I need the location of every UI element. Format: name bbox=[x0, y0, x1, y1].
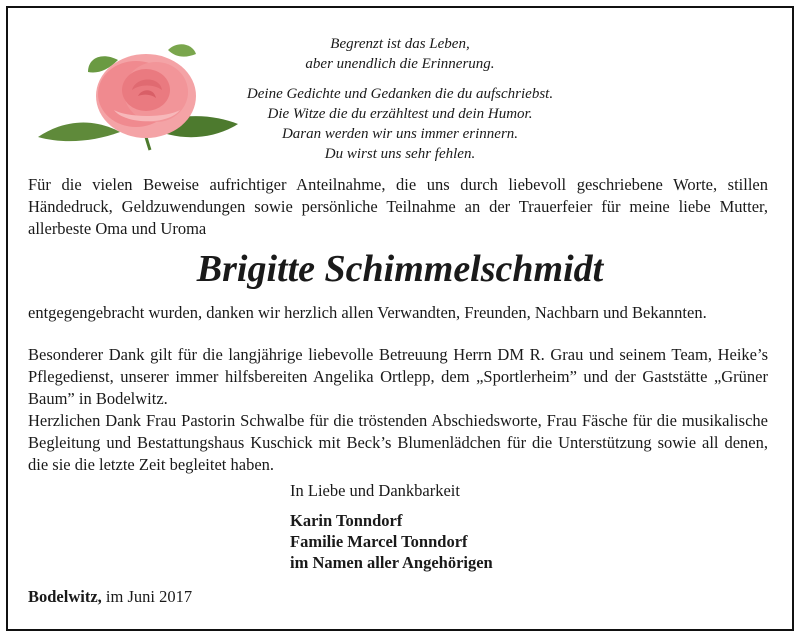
poem-stanza-2 bbox=[200, 84, 600, 164]
poem-line: Daran werden wir uns immer erinnern. bbox=[281, 126, 519, 142]
signer-name: Familie Marcel Tonndorf bbox=[290, 532, 468, 551]
signer-name: im Namen aller Angehörigen bbox=[290, 553, 493, 572]
special-thanks bbox=[28, 344, 768, 476]
poem-line: Deine Gedichte und Gedanken die du aufschriebst. bbox=[246, 86, 554, 102]
place: Bodelwitz, bbox=[28, 587, 102, 606]
poem-line: Die Witze die du erzähltest und dein Humor. bbox=[267, 106, 533, 122]
poem-stanza-1 bbox=[200, 34, 600, 74]
poem-line: Begrenzt ist das Leben, bbox=[330, 36, 470, 52]
date: im Juni 2017 bbox=[105, 587, 193, 606]
intro-paragraph: Für die vielen Beweise aufrichtiger Anteilnahme, die uns durch liebevoll geschriebene Worte, stillen Händedruck, Geldzuwendungen sowie persönliche Teilnahme an der Trauerfeier für meine liebe Mutter, allerbeste Oma und Uroma bbox=[28, 175, 768, 238]
thanks-paragraph: entgegengebracht wurden, danken wir herzlich allen Verwandten, Freunden, Nachbarn und Bekannten. bbox=[28, 303, 707, 322]
place-date bbox=[28, 586, 192, 608]
closing-line: In Liebe und Dankbarkeit bbox=[290, 481, 460, 500]
special-thanks-paragraph-1: Besonderer Dank gilt für die langjährige liebevolle Betreuung Herrn DM R. Grau und seinem Team, Heike’s Pflegedienst, unserer immer hilfsbereiten Angelika Ortlepp, dem „Sportlerheim” und der Gaststätte „Grüner Baum” in Bodelwitz. bbox=[28, 345, 768, 408]
poem bbox=[200, 34, 600, 174]
poem-line: aber unendlich die Erinnerung. bbox=[305, 56, 495, 72]
special-thanks-paragraph-2: Herzlichen Dank Frau Pastorin Schwalbe für die tröstenden Abschiedsworte, Frau Fäsche für die musikalische Begleitung und Bestattungshaus Kuschick mit Beck’s Blumenlädchen für die Unterstützung sowie all denen, die sie die letzte Zeit begleitet haben. bbox=[28, 411, 768, 474]
signer-name: Karin Tonndorf bbox=[290, 511, 403, 530]
poem-line: Du wirst uns sehr fehlen. bbox=[324, 146, 476, 162]
deceased-name: Brigitte Schimmelschmidt bbox=[196, 248, 604, 290]
signers bbox=[290, 510, 493, 573]
